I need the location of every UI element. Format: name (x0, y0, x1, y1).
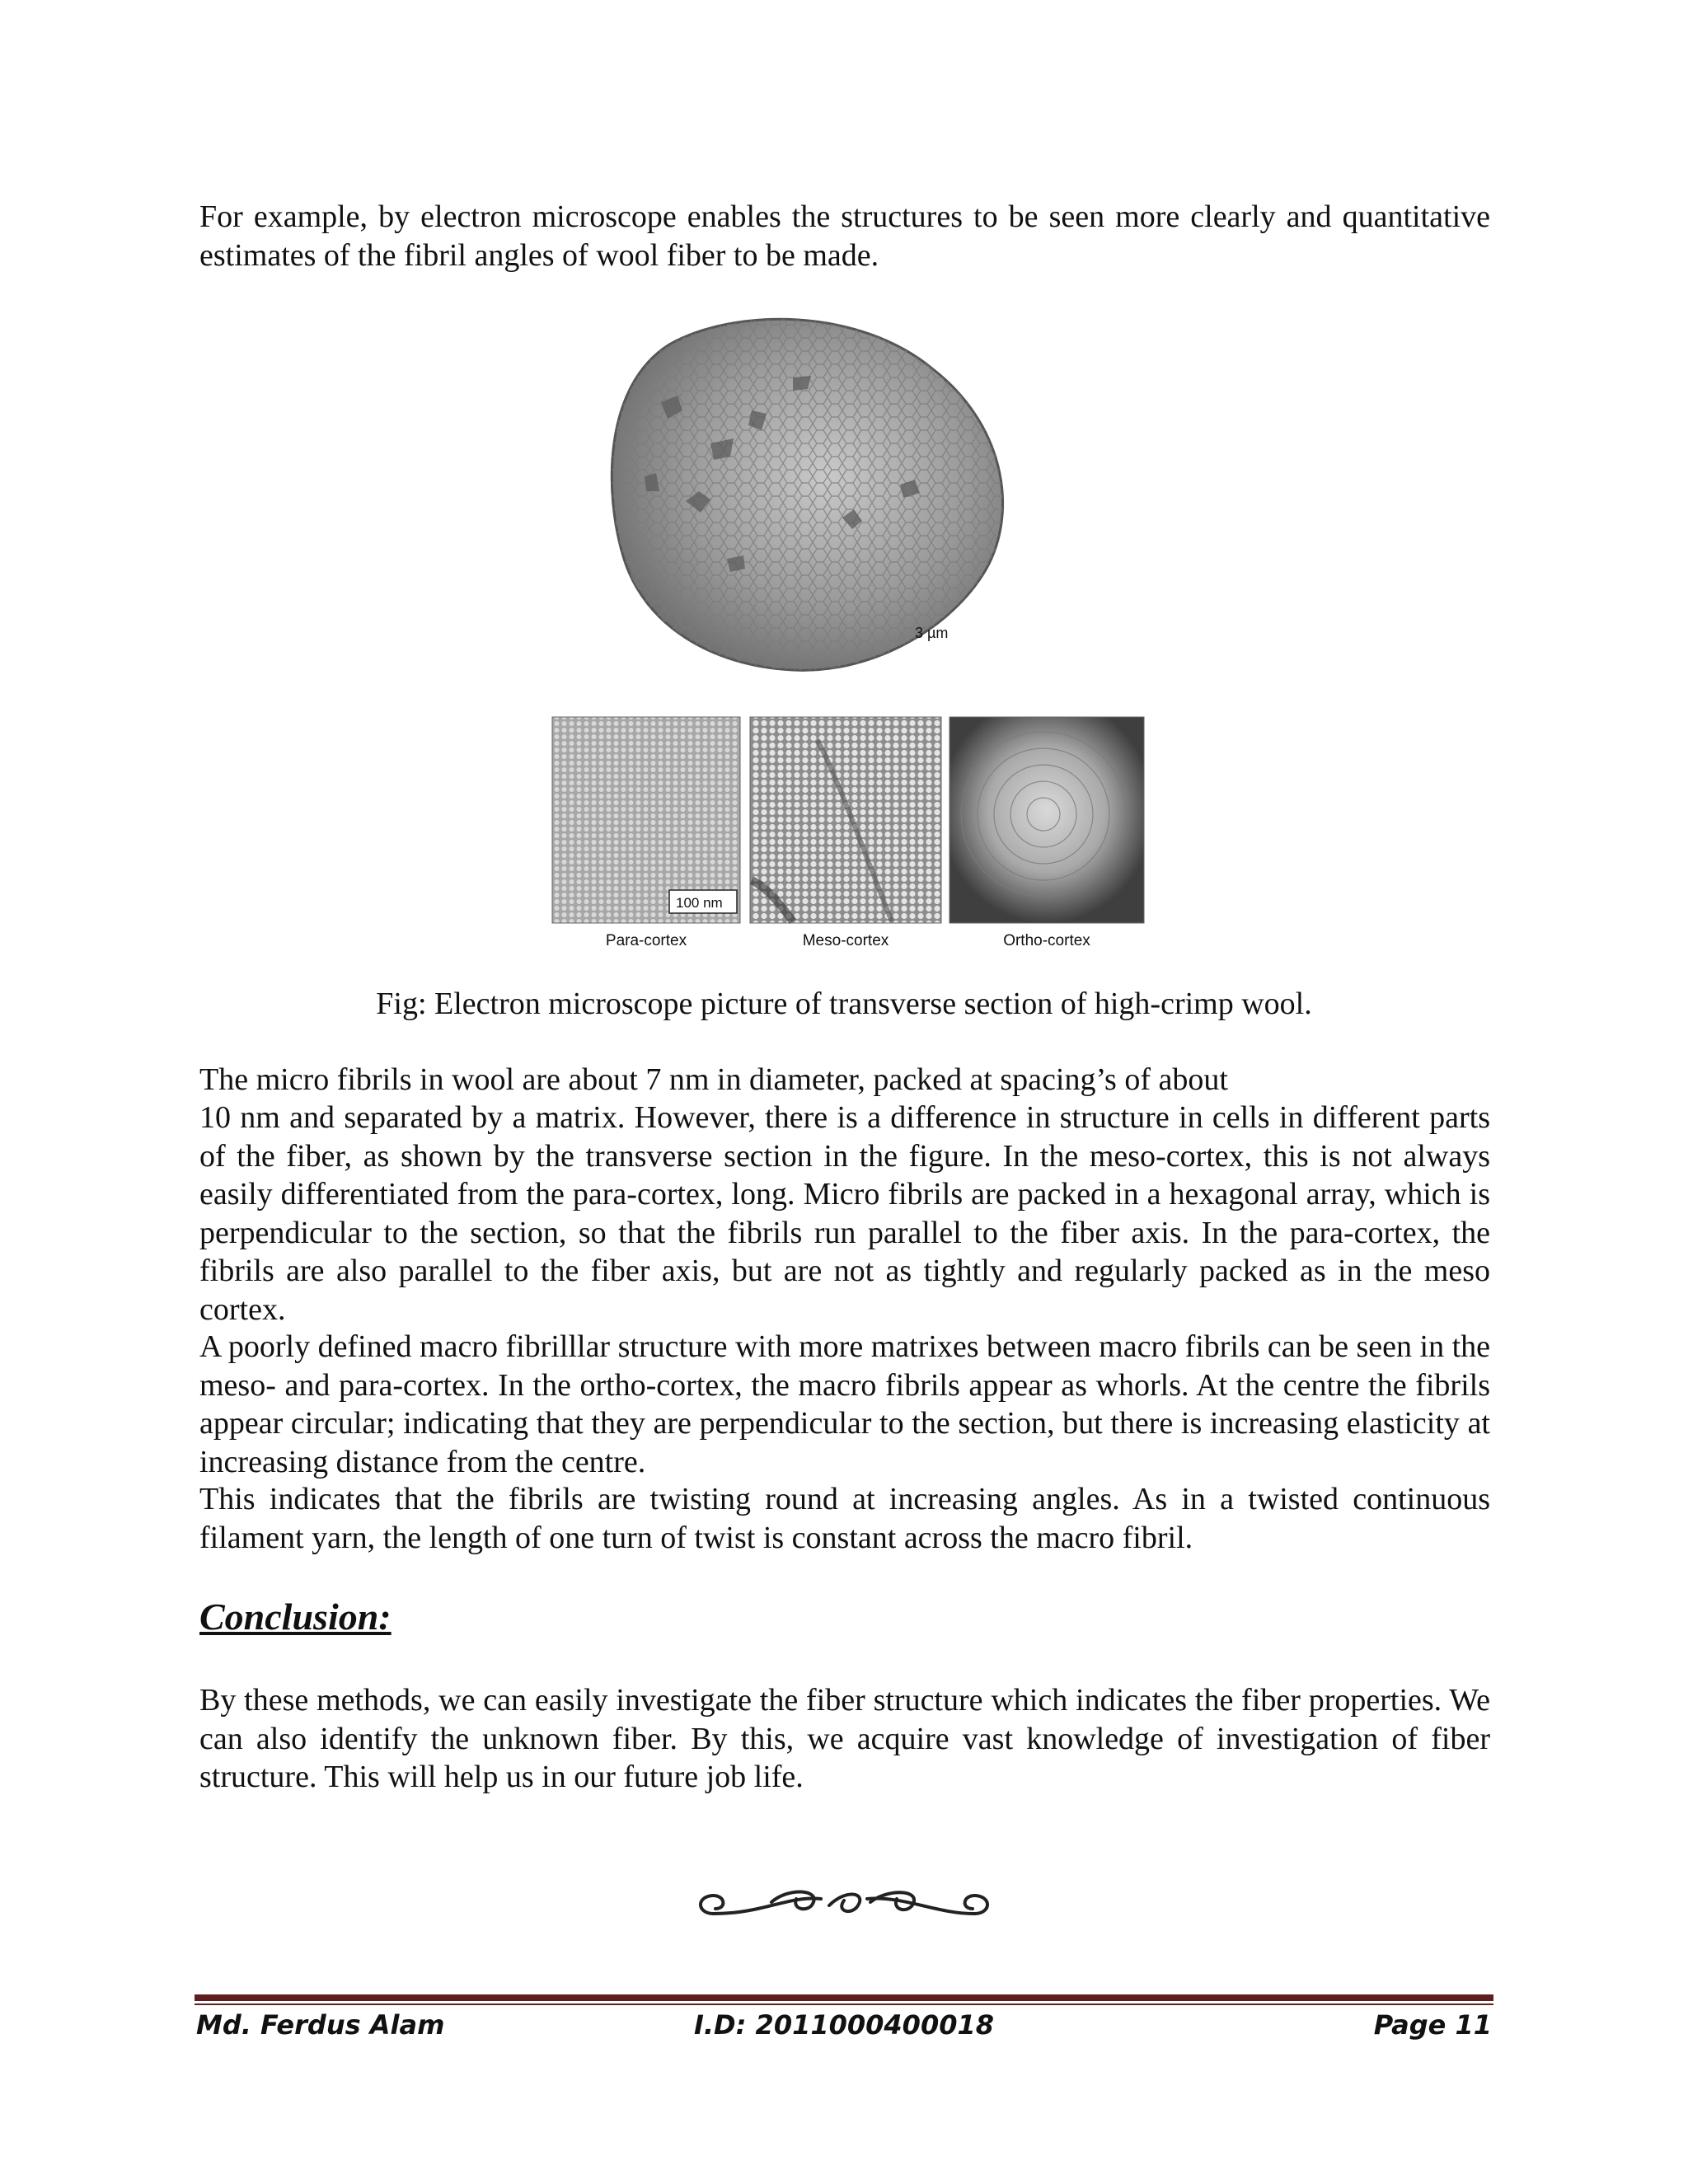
para-cortex-image (552, 717, 740, 923)
scale-bar-label-small: 100 nm (676, 895, 723, 911)
paragraph-1: 10 nm and separated by a matrix. However, there is a difference in structure in cells in different parts of the fiber, as shown by the transverse section in the figure. In the meso-cortex, this is not always easily differentiated from the para-cortex, long. Micro fibrils are packed in a hexagonal array, which is perpendicular to the section, so that the fibrils run parallel to the fiber axis. In the para-cortex, the fibrils are also parallel to the fiber axis, but are not as tightly and regularly packed as in the meso cortex. (199, 1100, 1490, 1327)
conclusion-paragraph: By these methods, we can easily investigate the fiber structure which indicates the fiber properties. We can also identify the unknown fiber. By this, we acquire vast knowledge of investigation of fiber structure. This will help us in our future job life. (199, 1683, 1490, 1794)
footer-id: I.D: 2011000400018 (693, 2009, 994, 2041)
paragraph-1-line-1: The micro fibrils in wool are about 7 nm in diameter, packed at spacing’s of about (199, 1062, 1228, 1097)
paragraph-2: A poorly defined macro fibrilllar structure with more matrixes between macro fibrils can be seen in the meso- and para-cortex. In the ortho-cortex, the macro fibrils appear as whorls. At the centre the fibrils appear circular; indicating that they are perpendicular to the section, but there is increasing elasticity at increasing distance from the centre. (199, 1329, 1490, 1479)
scale-bar-label-main: 3 µm (915, 625, 949, 641)
fiber-cross-section-image (612, 319, 1002, 670)
panel-label-meso-cortex: Meso-cortex (802, 932, 889, 949)
figure-caption: Fig: Electron microscope picture of transverse section of high-crimp wool. (376, 987, 1312, 1021)
conclusion-heading: Conclusion: (199, 1596, 392, 1638)
panel-label-ortho-cortex: Ortho-cortex (1003, 932, 1090, 949)
ornament-divider-icon (689, 1881, 999, 1931)
panel-label-para-cortex: Para-cortex (605, 932, 687, 949)
footer-rule (195, 1994, 1493, 2006)
meso-cortex-image (750, 717, 941, 923)
ortho-cortex-image (950, 717, 1144, 923)
footer-author: Md. Ferdus Alam (196, 2009, 445, 2041)
electron-microscope-figure (546, 312, 1147, 953)
footer-page-number: Page 11 (1373, 2009, 1492, 2041)
intro-paragraph: For example, by electron microscope enables the structures to be seen more clearly and quantitative estimates of the fibril angles of wool fiber to be made. (199, 199, 1490, 273)
paragraph-3: This indicates that the fibrils are twisting round at increasing angles. As in a twisted continuous filament yarn, the length of one turn of twist is constant across the macro fibril. (199, 1482, 1490, 1555)
